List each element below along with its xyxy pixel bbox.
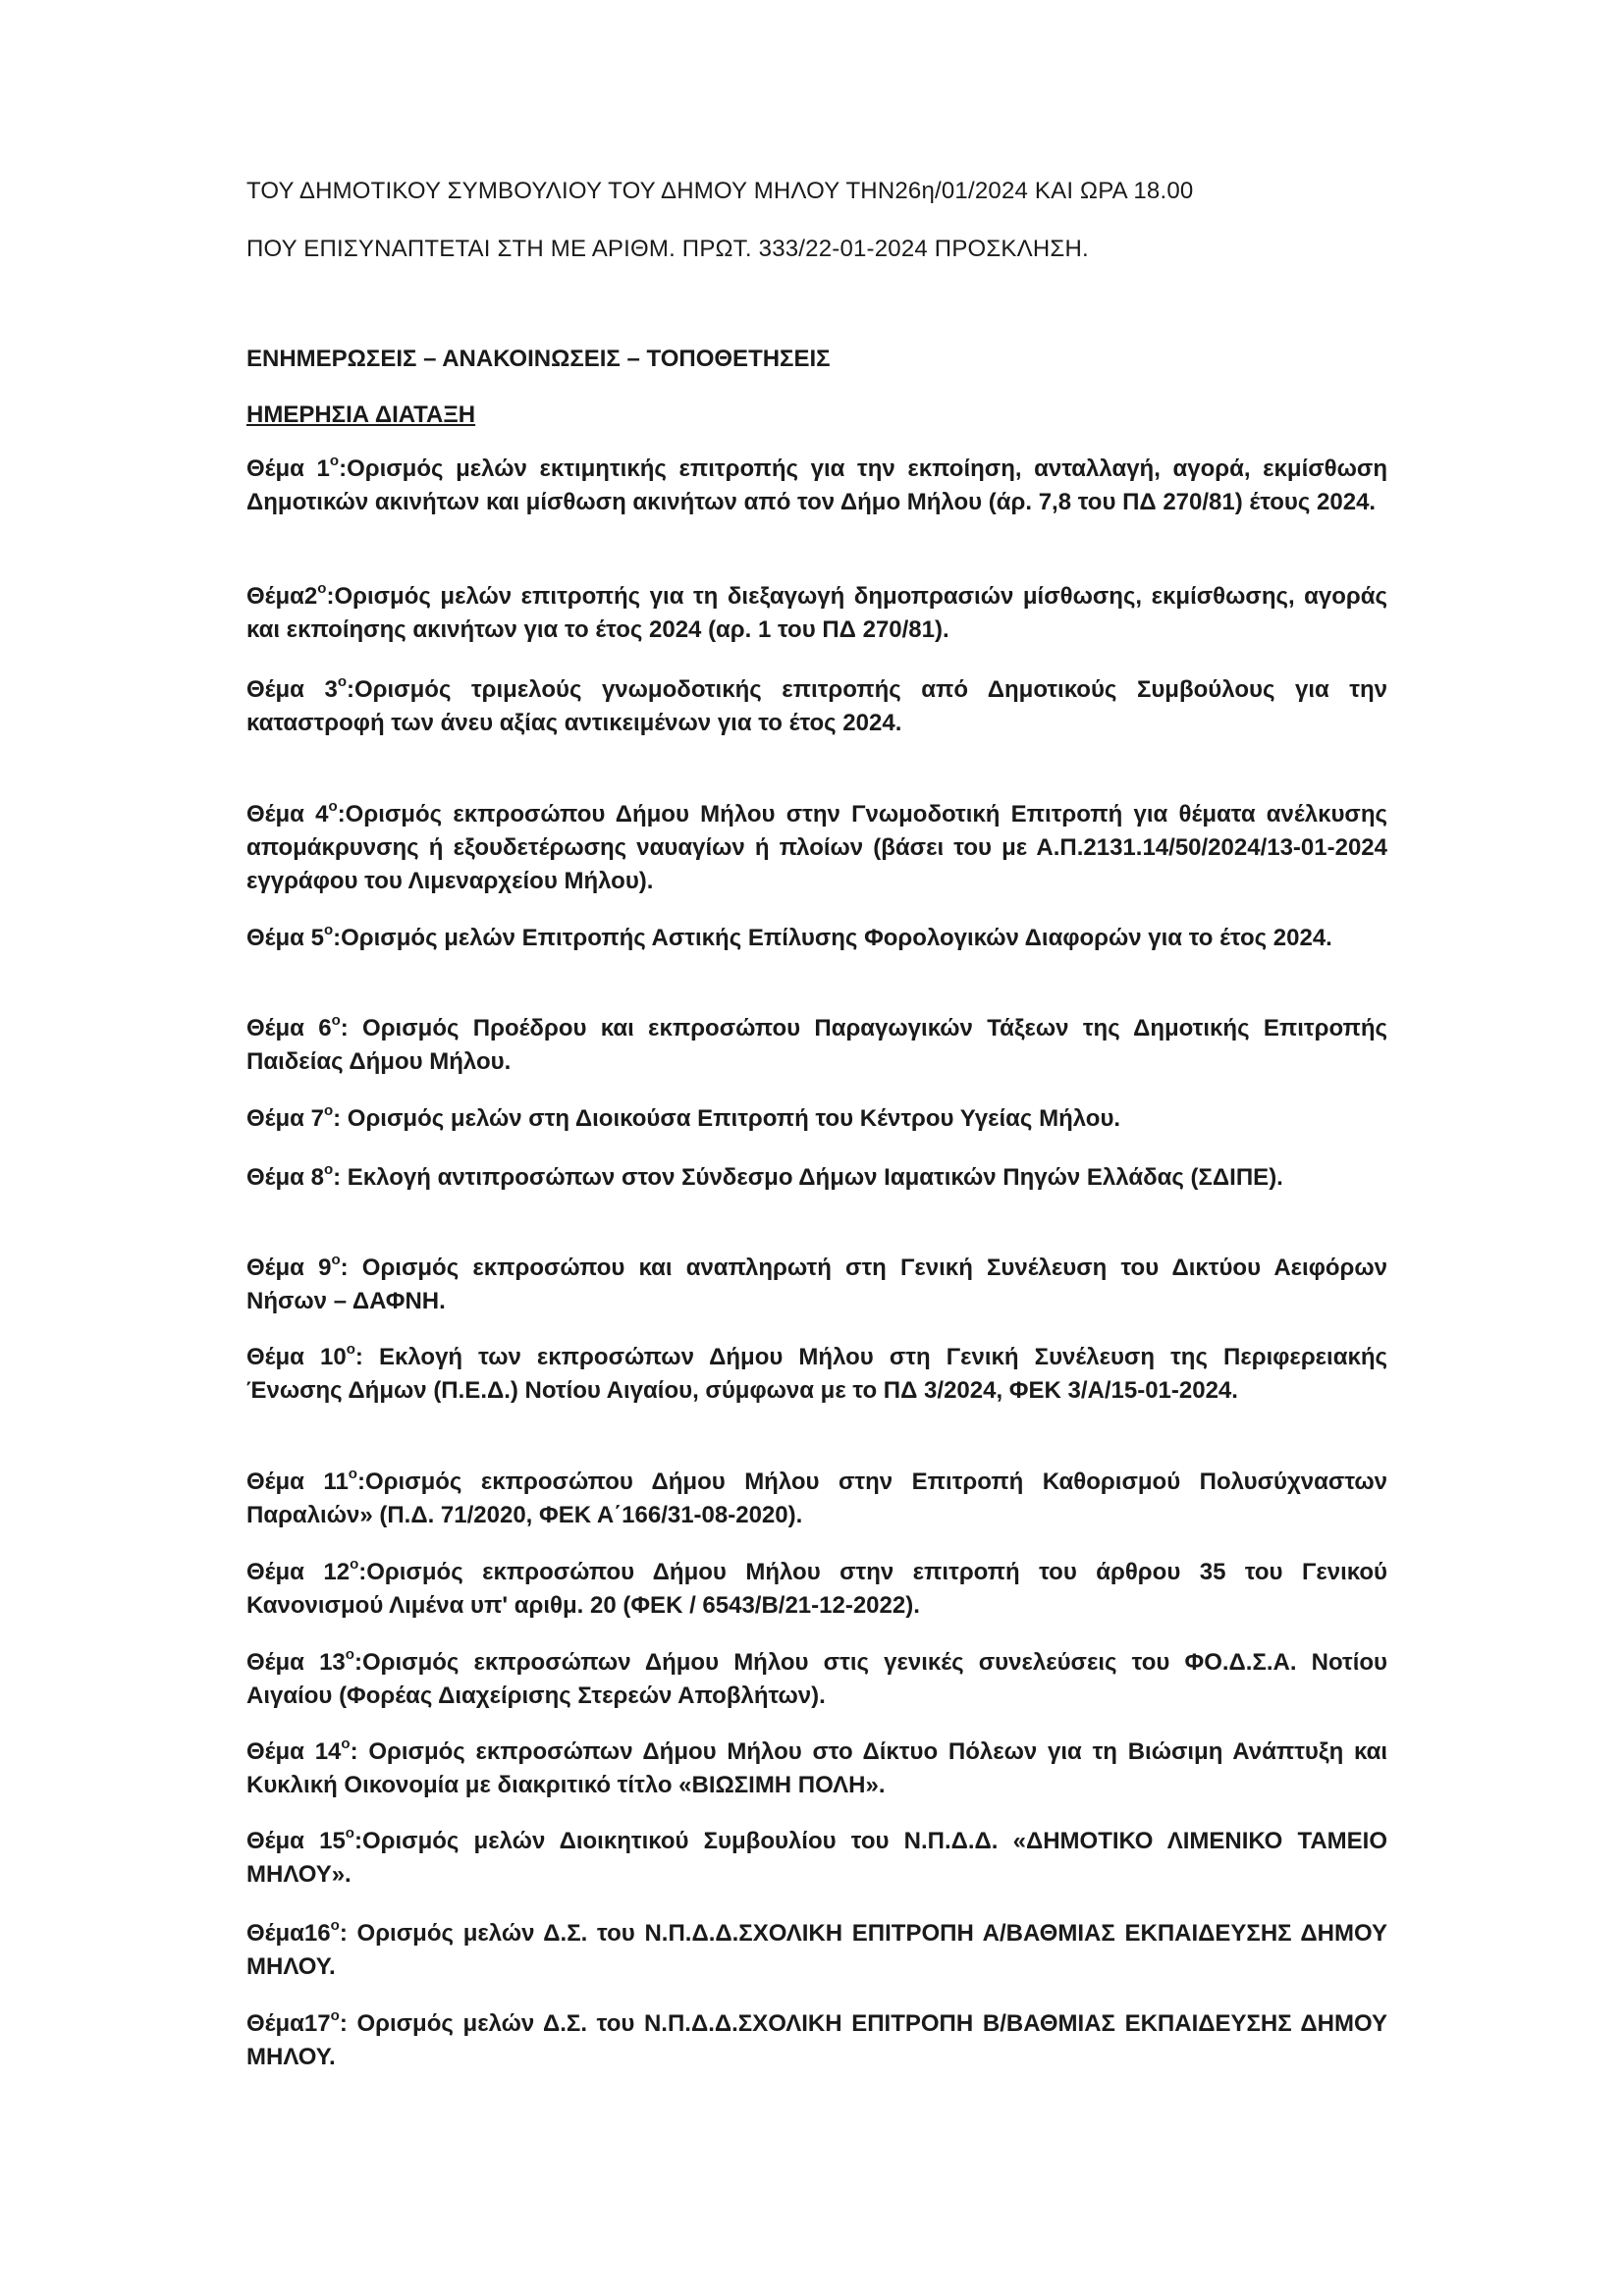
topic-number: Θέμα2 bbox=[246, 583, 318, 610]
agenda-topic bbox=[246, 453, 1387, 519]
topic-ordinal: ο bbox=[331, 1012, 341, 1029]
topic-number: Θέμα 3 bbox=[246, 676, 338, 703]
topic-text: : Ορισμός Προέδρου και εκπροσώπου Παραγωγικών Τάξεων της Δημοτικής Επιτροπής Παιδείας Δήμου Μήλου. bbox=[246, 1015, 1387, 1075]
topic-number: Θέμα 10 bbox=[246, 1344, 347, 1370]
topic-text: :Ορισμός μελών εκτιμητικής επιτροπής για την εκποίηση, ανταλλαγή, αγορά, εκμίσθωση Δημοτικών ακινήτων και μίσθωση ακινήτων από τον Δήμο Μήλου (άρ. 7,8 του ΠΔ 270/81) έτους 2024. bbox=[246, 455, 1387, 515]
topic-ordinal: ο bbox=[337, 673, 347, 690]
agenda-topic bbox=[246, 1341, 1387, 1408]
topic-text: :Ορισμός μελών Επιτροπής Αστικής Επίλυσης Φορολογικών Διαφορών για το έτος 2024. bbox=[333, 925, 1332, 951]
agenda-topic bbox=[246, 1825, 1387, 1892]
topic-text: : Ορισμός μελών Δ.Σ. του Ν.Π.Δ.Δ.ΣΧΟΛΙΚΗ ΕΠΙΤΡΟΠΗ Β/ΒΑΘΜΙΑΣ ΕΚΠΑΙΔΕΥΣΗΣ ΔΗΜΟΥ ΜΗΛΟΥ. bbox=[246, 2010, 1387, 2070]
topic-text: : Εκλογή αντιπροσώπων στον Σύνδεσμο Δήμων Ιαματικών Πηγών Ελλάδας (ΣΔΙΠΕ). bbox=[333, 1164, 1283, 1191]
topic-number: Θέμα 1 bbox=[246, 455, 330, 482]
agenda-topic bbox=[246, 1102, 1387, 1136]
topic-text: : Ορισμός εκπροσώπων Δήμου Μήλου στο Δίκτυο Πόλεων για τη Βιώσιμη Ανάπτυξη και Κυκλική Οικονομία με διακριτικό τίτλο «ΒΙΩΣΙΜΗ ΠΟΛΗ». bbox=[246, 1738, 1387, 1798]
agenda-topic bbox=[246, 1917, 1387, 1984]
topic-number: Θέμα 14 bbox=[246, 1738, 342, 1765]
agenda-topic bbox=[246, 2007, 1387, 2074]
agenda-heading: ΗΜΕΡΗΣΙΑ ΔΙΑΤΑΞΗ bbox=[246, 401, 476, 428]
topic-number: Θέμα 4 bbox=[246, 801, 329, 828]
topic-text: :Ορισμός εκπροσώπου Δήμου Μήλου στην Γνωμοδοτική Επιτροπή για θέματα ανέλκυσης απομάκρυνσης ή εξουδετέρωσης ναυαγίων ή πλοίων (βάσει του με Α.Π.2131.14/50/2024/13-01-2024 εγγράφου του Λιμεναρχείου Μήλου). bbox=[246, 801, 1387, 894]
topic-ordinal: ο bbox=[328, 798, 338, 815]
topic-number: Θέμα 12 bbox=[246, 1559, 351, 1585]
header-line-1: ΤΟΥ ΔΗΜΟΤΙΚΟΥ ΣΥΜΒΟΥΛΙΟΥ ΤΟΥ ΔΗΜΟΥ ΜΗΛΟΥ ΤΗΝ26η/01/2024 ΚΑΙ ΩΡΑ 18.00 bbox=[246, 178, 1194, 204]
topic-text: : Ορισμός εκπροσώπου και αναπληρωτή στη Γενική Συνέλευση του Δικτύου Αειφόρων Νήσων – ΔΑΦΝΗ. bbox=[246, 1255, 1388, 1314]
topic-ordinal: ο bbox=[317, 580, 327, 597]
topic-ordinal: ο bbox=[348, 1466, 357, 1482]
topic-ordinal: ο bbox=[350, 1556, 359, 1573]
topic-text: :Ορισμός μελών επιτροπής για τη διεξαγωγή δημοπρασιών μίσθωσης, εκμίσθωσης, αγοράς και εκποίησης ακινήτων για το έτος 2024 (αρ. 1 του ΠΔ 270/81). bbox=[246, 583, 1387, 643]
topic-ordinal: ο bbox=[330, 2007, 340, 2024]
agenda-topic bbox=[246, 1012, 1387, 1079]
agenda-topic bbox=[246, 1252, 1387, 1318]
topic-number: Θέμα 13 bbox=[246, 1649, 346, 1676]
topic-ordinal: ο bbox=[323, 1161, 334, 1178]
header-line-2: ΠΟΥ ΕΠΙΣΥΝΑΠΤΕΤΑΙ ΣΤΗ ΜΕ ΑΡΙΘΜ. ΠΡΩΤ. 333/22-01-2024 ΠΡΟΣΚΛΗΣΗ. bbox=[246, 236, 1089, 262]
topic-ordinal: ο bbox=[346, 1341, 355, 1358]
topic-ordinal: ο bbox=[345, 1825, 354, 1842]
topic-text: :Ορισμός εκπροσώπου Δήμου Μήλου στην επιτροπή του άρθρου 35 του Γενικού Κανονισμού Λιμένα υπ' αριθμ. 20 (ΦΕΚ / 6543/Β/21-12-2022). bbox=[246, 1559, 1388, 1619]
topic-number: Θέμα 6 bbox=[246, 1015, 332, 1041]
agenda-topic bbox=[246, 673, 1387, 740]
topic-text: : Ορισμός μελών στη Διοικούσα Επιτροπή του Κέντρου Υγείας Μήλου. bbox=[333, 1105, 1121, 1132]
topic-text: :Ορισμός μελών Διοικητικού Συμβουλίου του Ν.Π.Δ.Δ. «ΔΗΜΟΤΙΚΟ ΛΙΜΕΝΙΚΟ ΤΑΜΕΙΟ ΜΗΛΟΥ». bbox=[246, 1828, 1387, 1888]
topic-ordinal: ο bbox=[345, 1646, 354, 1663]
topic-text: :Ορισμός εκπροσώπου Δήμου Μήλου στην Επιτροπή Καθορισμού Πολυσύχναστων Παραλιών» (Π.Δ. 71/2020, ΦΕΚ Α΄166/31-08-2020). bbox=[246, 1468, 1387, 1528]
topic-number: Θέμα17 bbox=[246, 2010, 331, 2037]
agenda-topic bbox=[246, 580, 1387, 647]
agenda-topic bbox=[246, 1161, 1387, 1195]
topic-text: :Ορισμός εκπροσώπων Δήμου Μήλου στις γενικές συνελεύσεις του ΦΟ.Δ.Σ.Α. Νοτίου Αιγαίου (Φορέας Διαχείρισης Στερεών Αποβλήτων). bbox=[246, 1649, 1388, 1709]
topic-ordinal: ο bbox=[323, 1102, 334, 1119]
topic-text: : Εκλογή των εκπροσώπων Δήμου Μήλου στη Γενική Συνέλευση της Περιφερειακής Ένωσης Δήμων (Π.Ε.Δ.) Νοτίου Αιγαίου, σύμφωνα με το ΠΔ 3/2024, ΦΕΚ 3/Α/15-01-2024. bbox=[246, 1344, 1388, 1404]
agenda-topic bbox=[246, 922, 1387, 955]
topic-number: Θέμα 5 bbox=[246, 925, 324, 951]
topic-number: Θέμα 8 bbox=[246, 1164, 324, 1191]
topic-ordinal: ο bbox=[329, 453, 340, 469]
topic-number: Θέμα16 bbox=[246, 1920, 331, 1947]
topic-number: Θέμα 15 bbox=[246, 1828, 346, 1854]
topic-number: Θέμα 7 bbox=[246, 1105, 324, 1132]
topic-number: Θέμα 11 bbox=[246, 1468, 349, 1495]
topic-ordinal: ο bbox=[341, 1735, 351, 1752]
topic-ordinal: ο bbox=[331, 1252, 341, 1268]
agenda-topic bbox=[246, 1646, 1387, 1713]
topic-text: : Ορισμός μελών Δ.Σ. του Ν.Π.Δ.Δ.ΣΧΟΛΙΚΗ ΕΠΙΤΡΟΠΗ Α/ΒΑΘΜΙΑΣ ΕΚΠΑΙΔΕΥΣΗΣ ΔΗΜΟΥ ΜΗΛΟΥ. bbox=[246, 1920, 1387, 1980]
agenda-topic bbox=[246, 1466, 1387, 1532]
agenda-topic bbox=[246, 798, 1387, 898]
topic-text: :Ορισμός τριμελούς γνωμοδοτικής επιτροπής από Δημοτικούς Συμβούλους για την καταστροφή των άνευ αξίας αντικειμένων για το έτος 2024. bbox=[246, 676, 1388, 736]
topic-number: Θέμα 9 bbox=[246, 1255, 332, 1281]
announcements-heading: ΕΝΗΜΕΡΩΣΕΙΣ – ΑΝΑΚΟΙΝΩΣΕΙΣ – ΤΟΠΟΘΕΤΗΣΕΙΣ bbox=[246, 346, 831, 372]
topic-ordinal: ο bbox=[330, 1917, 340, 1934]
topic-ordinal: ο bbox=[323, 922, 334, 938]
agenda-topic bbox=[246, 1735, 1387, 1802]
agenda-topic bbox=[246, 1556, 1387, 1623]
